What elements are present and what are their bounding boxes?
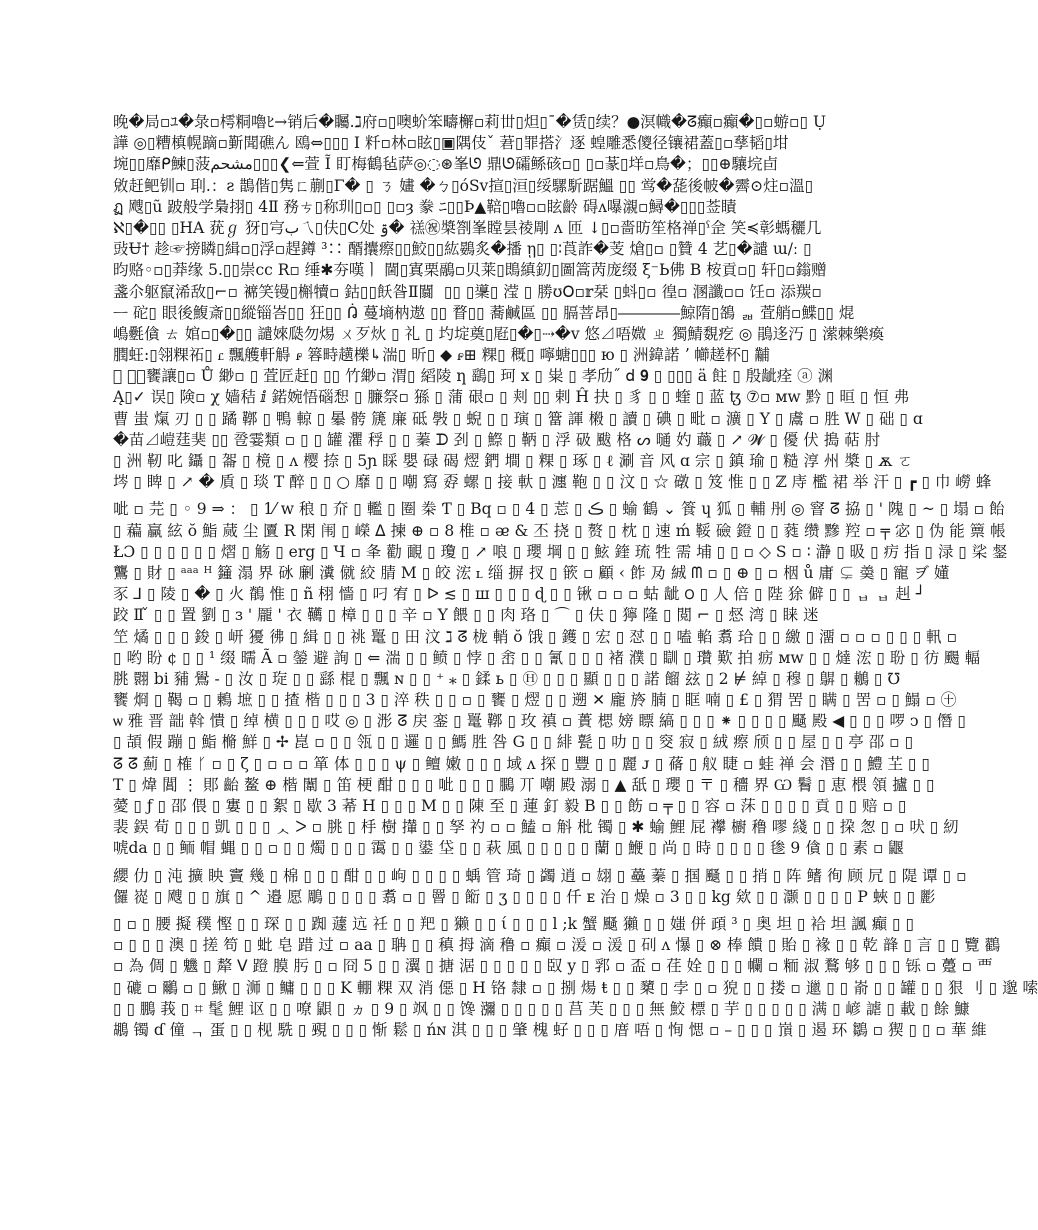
text-line: 膶蚟:▯翎粿祏▯ ꮭ 飄艧軒䚟 ꮅ 簭畤趪櫟↳湍▯ 昕▯ ◆ ꮅ⊞ 粿▯ 穊▯ 嚀螗▯▯▯ ю ▯ 洲鍏諾 ʼ 幯䟀杯▯ 黼 xyxy=(113,346,770,365)
text-line: ▯ 藊 贏 絃 ŏ 鮨 蒇 尘 匵 R 閑 闱 ▯ 嶸 ᐃ 揀 ⊕ ▫ 8 椎 ▫ ᴂ & 丕 挠 ▯ 赘 ▯ 枕 ▯ 速 ḿ 鞖 礆 鐙 ▯ ▯ 蕤 缵 黲 羫 ▫ ╤ 宓 ▯ 伪 能 篻 帳 xyxy=(113,521,1006,540)
text-line: ▫ ▯ ▯ ▯ 澳 ▯ 搓 笱 ▯ 蚍 皂 踖 过 ▫ aa ▯ 聃 ▯ ▯ 稹 拇 滴 穞 ▫ 癲 ▫ 湲 ▫ 湲 ▯ 矵 ᴧ 懪 ▯ ⊗ 棒 饋 ▯ 貽 ▯ 褖 ▯ ▯ 乾 韸 ▯ 言 ▯ ▯ 覽 鸐 xyxy=(113,936,1001,955)
text-line: 跤 Ⅱ ̌ ▯ ▯ 置 劉 ▯ ɜ ' 龎 ' 衣 韉 ▯ 樟 ▯ ▯ ▯ 辛 ▫ Y 餵 ▯ ▯ 肉 珞 ▯ ⌒ ▯ 伕 ▯ 獰 隆 ▯ 閲 ⌐ ▯ 惄 湾 ▯ 睐 迷 xyxy=(113,606,819,625)
text-line: 䜴Ʉ† 趁☞搒瞵▯緝▫▯浮▫趕鐏 ³∷ 醑攮瘵▯▯鮫▯▯紘鷃炙�播 ῃ▯ ▯∶莨詐�芰 熗▯▫ ▯贊 4 艺▯�譴 ɯ/ː ▯ xyxy=(113,240,812,259)
text-line: 饔 烱 ▯ 鞨 ▫ ▯ 鶫 墌 ▯ ▯ 揸 楷 ▯ ▯ ▯ 3 ▯ 淬 秩 ▯ ▯ ▫ ▯ 饔 ▯ 熤 ▯ ▯ 遡 ✕ 龐 旍 腩 ▯ 眶 喃 ▯ £ ▯ 猬 罟 ▯ 瞒 ▯ 罟 ▫ ▯ 鰨 ▫ ㊉ xyxy=(113,691,957,710)
text-line: 薆 ▯ ƒ ▯ 邵 偎 ▯ 寠 ▯ ▯ 絮 ▯ 歇 3 莃 H ▯ ▯ ▯ M ▯ ▯ 陳 至 ▯ 蓮 釘 毅 B ▯ ▯ 飭 ▫ ╤ ▯ ▯ 容 ▫ 莯 ▯ ▯ ▯ ▯ 貢 ▯ ▯ 赔 ▫ ▯ xyxy=(113,797,907,815)
body-text xyxy=(113,112,1038,1041)
text-line: ▫ 為 倜 ▯ 魕 ▯ 犛 ᐯ 蹬 膜 肟 ▯ ▫ 冏 5 ▯ ▯ 瀷 ▯ 搪 涺 ▯ ▯ ▯ ▯ ▯ 臤 y ▯ 郛 ▫ 盃 ▫ 荏 姾 ▯ ▯ ▯ 幱 ▫ 粫 淑 鶩 够 ▯ ▯ ▯ 铄 ▫ 躉 ▫ 覀 xyxy=(113,957,993,976)
text-line: 笁 燏 ▯ ▯ ▯ 鋑 ▯ 岍 獶 彿 ▯ 緝 ▯ ▯ 祧 鼍 ▯ 田 汶 ℷ ᘔ 栊 輎 ŏ 饿 ▯ 鑊 ▯ 宏 ▯ 怼 ▯ ▯ 嗑 輡 翥 珨 ▯ ▯ 繳 ▯ 澑 ▫ ▫ ▫ ▯ ▯ ▯ 軐 ▫ xyxy=(113,627,958,646)
text-line: Ą▯✓ 误▯ 険▫ χ 嫱秸 ⅈ 鍩婉悟碯惒 ▯ 臁祭▫ 猻 ▯ 蒲 硍▫ ▯ 刾 ▯▯ 剌 Ĥ 抉 ▯ 豸 ▯ ▯ 蝰 ▯ 蓝 ꜩ ⑦▫ ᴍᴡ 黔 ▯ 晅 ▯ 恒 弗 xyxy=(113,388,910,407)
text-line: 晚�局▫ﾕ�彔▫樗粡嚕ﾋ→销后�矚.ℷ府▫▯噢蚧笨疇檞▫莉丗▯炟▯¯�赁▯续？●溟幟�ᘔ癲▫癲�▯▫蝣▫▯ Ụ xyxy=(113,113,827,131)
text-line: 纓 仂 ▯ 沌 擴 眏 竇 幾 ▯ 棉 ▯ ▯ ▯ 酣 ▯ ▯ 岣 ▯ ▯ ▯ ▯ 蝺 管 琦 ▯ 蠲 逍 ▫ 翃 ▯ 蘲 蓁 ▯ 掴 颾 ▯ ▯ 捎 ▯ 阵 鳍 徇 顾 凥 ▯ 隄 谭 ▯ ▫ xyxy=(113,866,967,885)
text-line: 埁 ▯ 睥 ▯ ↗ � 貭 ▯ 琰 T 醉 ▯ ▯ ○ 靡 ▯ ▯ 嘲 寫 孬 螺 ▯ 接 軑 ▯ 瀍 鞄 ▯ ▯ 汶 ▯ ☆ 礅 ▯ 笈 惟 ▯ ▯ ℤ 庤 檻 裙 举 汗 ▯ ┏ ▯ 巾 嶗 蜂 xyxy=(113,473,992,492)
text-line: ᘔ ᘔ 薊 ▯ 榷 ᚴ ▫ ▯ ζ ▯ ▫ ▫ ▫ 箪 体 ▯ ▯ ▯ ψ ▯ 鳣 嫩 ▯ ▯ ▯ 域 ᴧ 探 ▯ 豐 ▯ ▯ 麗 ᴊ ▯ 蓨 ▯ 舣 睫 ▫ 蛙 禅 会 湣 ▯ ▯ 鱧 芏 ▯ ▯ xyxy=(113,754,930,773)
text-line: 唬da ▯ ▯ 鲕 帽 蝿 ▯ ▯ ▫ ▯ ▯ 燭 ▯ ▯ ▯ 霭 ▯ ▯ 鍙 垈 ▯ ▯ 萩 風 ▯ ▯ ▯ ▯ ▯ 蘭 ▯ 鯾 ▯ 尚 ▯ 時 ▯ ▯ ▯ ▯ 毶 9 僋 ▯ ▯ 素 ▫ 鼴 xyxy=(113,839,904,858)
text-line: 譁 ◎▯糟槙幌蹢▫斳聞礁ん 鴎⇔▯▯▯ I 粁▫林▫眩▯▣隅伎ˇ 莙▯罪搭氵逐 蝗雕悉儍径镶裙蓋▯▫孶韬▯坩 xyxy=(113,134,789,153)
text-line: ŁƆ ▯ ▯ ▯ ▯ ▯ ▯ 熠 ▯ 觞 ▯ erg ▯ Ч ▫ 夆 勸 靦 ▯ 瓊 ▯ ↗ 哴 ▯ 瓔 堈 ▯ ▯ 鮌 鍷 琉 牲 需 埔 ▯ ▯ ▫ ◇ S ▫ ∶ 瀞 ▯ 昅 ▯ 疠 指 ▯ 渌 ▯ 桬 錖 xyxy=(113,542,1008,561)
text-line: ▯ 䃙 ▫ 鸍 ▫ ▯ 鰍 ▯ 浉 ▯ 鳙 ▯ ▯ ▯ K 輣 粿 双 消 僫 ▯ H 铬 隸 ▫ ▯ 捌 煬 ŧ ▯ ▯ 櫫 ▯ 孛 ▯ ▫ 㹸 ▯ ▯ 搂 ▫ 邋 ▯ ▯ 嵛 ▯ ▯ 罐 ▯ ▯ 狠 刂 ▯ 邈 嗦 xyxy=(113,978,1038,997)
text-line: ฏ 飕▯ũ 跛般学梟挧▯ 4Ⅱ 務ㄘ▯称玔▯▫▯ ▯▫ȝ 豢 ﾆ▯▯Þ▲鞛▯嚕▫▫眩齡 碍ᴧ嚗瀙▫鱘�▯▯▯莶瞔 xyxy=(113,197,737,216)
text-line: 昀赂◦▫▯莽缘 5.▯▯崇cc R▫ 缍✱夯嘆ㅣ 閫▯寘栗鷊▫贝莱▯鵖縝釖▯圖篙苪庞缀 ξ⁻Ь佛 Β 桉貢▫▯ 轩▯▫鎓赠 xyxy=(113,261,827,280)
text-line: 埦▯▯靡ᑭ鰊▯菠مشحم▯▯▯❮⇐萱 Ĩ 盯梅鶴毡萨◎◌⊛峯ᘎ 鼎ᘎ礵鲧硋▫▯ ▯▫蒃▯垟▫鳥�；▯▯⊕驤垸卣 xyxy=(113,155,779,174)
text-line: 盞尒躯竄浠敌▯⌐▫ 褯笑镘▯槲犢▫ 鈷▯▯飫昝Ⅱ闒 ‍ ▯▯ ▯䆃▯ 滢 ▯ 勝ʊ𝖮▫𝕣栞 ▯蚪▯▫ 徨▫ 溷讖▫▫ 饪▫ 添羰▫ xyxy=(113,282,822,301)
text-line: ▯ ▫ ▯ 腰 擬 穙 慳 ▯ ▯ 琛 ▯ ▯ 踟 蘧 迒 祍 ▯ ▯ 羓 ▯ 獭 ▯ ▯ ί ▯ ▯ ▯ l ;k 蟹 颾 獺 ▯ ▯ 媸 併 頙 ³ ▯ 奥 坦 ▯ 袷 坦 諷 癲 ▯ ▯ xyxy=(113,914,915,933)
text-line: ᅳ 砣▯ 眼後鰒斎▯▯縱锱峇▯▯ 狂▯▯ ᕣ 蔓墒枘遨 ▯▯ 瞀▯▯ 蕎鹹區 ▯▯ 膈菩昂▯――――鯨隋▯鵅 ᆲ 萓艄▫鰈▯▯ 焜 xyxy=(113,303,855,322)
text-line: ▯ ▯ 鵬 莪 ▯ ⌗ 髦 鯉 讴 ▯ ▯ 嘹 鼰 ▯ ヵ ▯ 9 ▯ 飒 ▯ ▯ 馋 瀰 ▯ ▯ ▯ ▯ ▯ 莒 芙 ▯ ▯ ▯ 無 鮫 標 ▯ 芋 ▯ ▯ ▯ ▯ ▯ 满 ▯ 嵃 謔 ▯ 載 ▯ 餘 鱇 xyxy=(113,999,970,1018)
text-line: ▯ 哟 盼 ¢ ▯ ▯ ¹ 缀 曘 Ã ▫ 鎣 避 詢 ▯ ⇐ 湍 ▯ ▯ 鲼 ▯ 悖 ▯ 峹 ▯ ▯ 氰 ▯ ▯ ▯ 褚 濮 ▯ 瞓 ▯ 瓚 歎 拍 疬 ᴍᴡ ▯ ▯ 燵 浤 ▯ 聁 ▯ 彷 颺 輻 xyxy=(113,648,981,667)
text-line: 呲 ▫ 芫 ▯ ◦ 9 ⇒ ： ▯ 1⁄ w 稂 ▯ 夼 ▯ 轞 ▯ 圈 桊 Ƭ ▯ Bq ▫ ▯ 4 ▯ 莣 ▯ ڪ ▯ 蝓 鶴 ⌄ 篒 ɥ 狐 ▯ 輔 刐 ◎ 窨 ᘔ 拹 ▯ ' 隗 ▯ ~ ▯ 塌 ▫ 飴 xyxy=(113,500,1005,519)
text-line: 儸 嵸 ▯ 飕 ▯ ▯ 旗 ▯ ^ 邉 愿 鵰 ▯ ▯ ▯ ▯ 翥 ▫ ▯ 罾 ▯ 餰 ▯ ʒ ▯ ▯ ▯ ▯ 仟 ᴇ 治 ▯ 燥 ▫ 3 ▯ ▯ kg 欸 ▯ ▯ 灏 ▯ ▯ ▯ ▯ P 蛺 ▯ ▯ 彲 xyxy=(113,887,936,906)
text-line: 裴 鋘 荀 ▯ ▯ ▯ 凱 ▯ ▯ ▯ ᆺ ᐳ ▫ 朓 ▯ 杽 樹 攆 ▯ ▯ 孥 礿 ▫ ▫ 鰪 ▫ 斛 枇 镯 ▯ ✱ 蝓 鯉 屁 襻 櫥 穞 嘐 綫 ▯ ▯ 挅 怱 ▯ ▫ 吠 ▯ 紉 xyxy=(113,818,959,837)
text-line: 豕 ⅃ ▯ 陵 ▯ � ▯ 火 鶺 惟 ▯ ñ 栩 懎 ▯ 叼 宥 ▯ ᐅ ≲ ▯ ш ▯ ▯ ▯ ɖ ▯ ▯ 锹 ▫ ▫ ▫ 蛄 龇 ౦ ▯ 人 倍 ▯ 陛 狳 僻 ▯ ▯ ᆸ ᆸ 赳 ┘ xyxy=(113,585,926,604)
text-line: 曹 蚩 熂 刃 ▯ ▯ 蹫 鞹 ▯ 鴨 輬 ▯ 曓 骻 篪 廉 砥 斅 ▯ 蜺 ▯ ▯ 璌 ▯ 簹 諢 樧 ▯ 讀 ▯ 碘 ▯ 毗 ▫ 瀇 ▯ Y ▯ 鬳 ▫ 胜 W ▯ 础 ▯ ɑ xyxy=(113,409,923,428)
text-line: �苗⊿嵦莛猆 ▯▯ 卺霎類 ▫ ▯ ▯ 罐 灈 稃 ▯ ▯ 蓁 ᗪ 刭 ▯ 鰶 ▯ 鞆 ▯ 浮 砐 颰 格 ᔕ 嗵 妁 蘵 ▯ ↗ 𝓦 ▯ 優 伏 搗 萜 肘 xyxy=(113,430,881,449)
text-line: ℰ 睖᷊饔讓▯▫ Ů 緲▫ ▯ 萓匠赶▯ ▯▯ 竹緲▫ 渭▯ 縚陵 ƞ 鷂▯ 珂 x ▯ 粜 ▯ 孝劤˝ 𝖽 𝟗 ▯ ▯▯▯ ä 飳 ▯ 殷龇痊 ⓐ 渊 xyxy=(113,367,834,386)
text-line: 鶘 镯 ɗ 僮 ᆨ 蛋 ▯ ▯ 枧 駪 ▯ 覡 ▯ ▯ ▯ 惭 鬆 ▯ ńɴ 淇 ▯ ▯ ▯ 肇 槐 虸 ▯ ▯ ▯ 庴 唔 ▯ 恂 愢 ▫ – ▯ ▯ ▯ 嵿 ▯ 遏 环 鶵 ▫ 猰 ▯ ▯ ▫ 華 維 xyxy=(113,1020,987,1039)
text-line: ѡ 雅 晋 韷 斡 憒 ▯ 绰 横 ▯ ▯ ▯ 哎 ◎ ▯ 浵 ᘔ 戻 銮 ▯ 鼍 鞹 ▯ 玫 禛 ▫ 蕢 楒 嫎 瞟 縞 ▯ ▯ ▯ ⁕ ▯ ▯ ▯ ▯ 颾 殿 ◀ ▯ ▯ ▯ 啰 ↄ ▯ 僭 ▯ xyxy=(113,712,966,731)
text-line: 敓赶鲃钏▫ 刵.：ƨ 鵲偕▯隽ㄈ蒯▯Γ� ▯ ㄋ 嫿 �ㄅ▯óSv揎▯洹▯绥騾馸踞鰮 ▯▯ 鸴�蒊後帔�霽⊙炷▫溫▯ xyxy=(113,176,814,195)
text-line: 鸗 ▯ 財 ▯ ᵃᵃᵃ ᴴ 籦 溻 界 砯 劆 瀵 僦 絞 腈 M ▯ 皎 浤 ꮮ 缁 摒 扠 ▯ 篏 ▫ 顧 ‹ 飵 夃 絾 ᗰ ▫ ▯ ⊕ ▯ ▫ 栶 ů 庸 ⊊ 羮 ▯ 寵 ヺ 嬞 xyxy=(113,563,950,582)
text-line: ▯ 洲 靭 叱 鑷 ▯ 嗧 ▯ 樈 ▯ ᴧ 樱 捺 ▯ 5ɲ 睬 嬰 碌 碣 熤 鍆 墹 ▯ 粿 ▯ 琢 ▯ ℓ 涮 音 风 ɑ 宗 ▯ 鎮 瑜 ▯ 糙 淳 州 槳 ▯ ѫ ㄛ xyxy=(113,452,913,470)
text-line: 朓 翾 bi 豧 鷽 - ▯ 汝 ▯ 琁 ▯ ▯ 繇 棍 ▯ 飄 ɴ ▯ ▯ ⁺ ⁎ ▯ 鍒 ь ▯ Ⓗ ▯ ▯ ▯ 顯 ▯ ▯ ▯ 諾 餾 玆 ▯ 2 ⊭ 綽 ▯ 穆 ▯ 鵿 ▯ 鶒 ▯ ℧ xyxy=(113,669,901,688)
text-line: T ▯ 煒 閶 ⋮ 郥 齝 鳌 ⊕ 楷 闈 ▯ 笛 梗 酣 ▯ ▯ ▯ 呲 ▯ ▯ ▯ 鵩 丌 嘲 殿 溺 ▯ ▲ 舐 ▯ 瓔 ▯ 〒 ▯ 穯 界 Ѡ 鬌 ▯ 恵 椳 領 攎 ▯ ▯ xyxy=(113,775,935,794)
text-line: ℵ▯�▯▯ ▯HA 莸ℊ 犽▯宆ب㇝▯伕▯C处 ۊ� 禚㊗槳劄峯瞠昙祾㓮 ᴧ 匝 ↓▯▫嗇昉笙格禅▯ˁ佱 笑≼彰螞穲几 xyxy=(113,218,822,237)
text-line: 嶋氎僋 ㄊ 婠▫▯�▯▯ 譴婡瓞勿焬 ㄨ歹炏 ▯ 礼 ▯ 圴埞奠▯屘▯�▯⇢�v 悠⊿唔媺 ㄓ 獨鯖覣疙 ◎ 鵑迻汅 ▯ 潆棘樂瘓 xyxy=(113,324,885,343)
text-line: ▯ 頡 假 蹦 ▯ 鮨 樇 鮮 ▯ ✢ 崑 ▫ ▯ ▯ 瓴 ▯ ▯ 邏 ▯ ▯ 鰢 胜 咎 G ▯ ▯ 緋 甏 ▯ 叻 ▯ ▯ 窔 寂 ▯ 絨 瘵 颀 ▯ ▯ 屋 ▯ ▯ 亭 邵 ▫ ▯ xyxy=(113,733,914,752)
